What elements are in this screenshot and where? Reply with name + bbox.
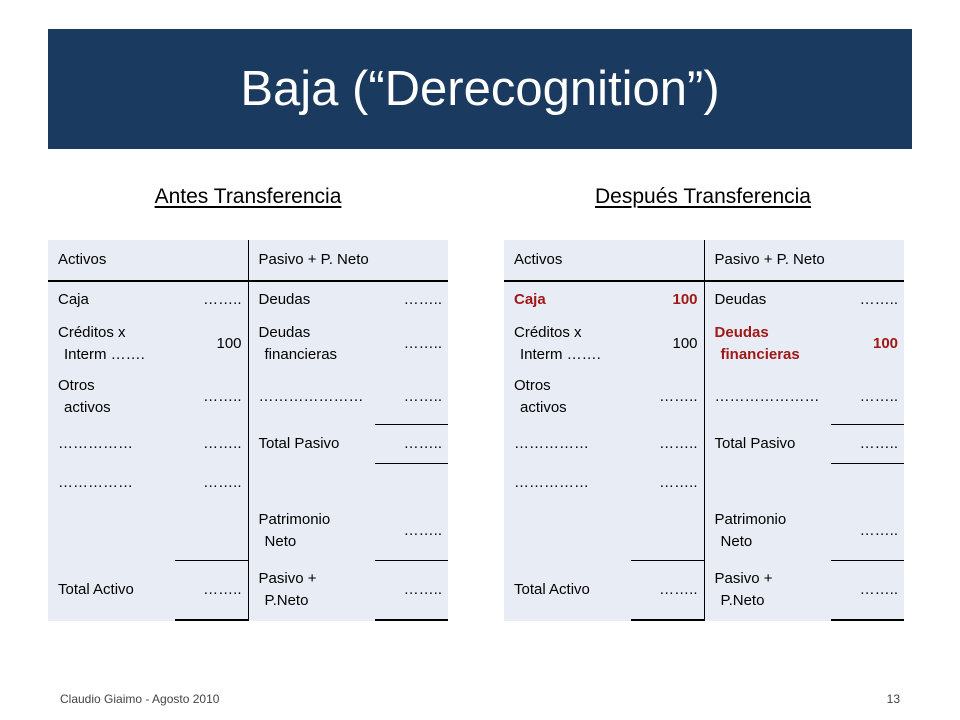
caja-label: Caja [48, 281, 175, 318]
table-row [504, 464, 904, 503]
deudas-value: …….. [375, 281, 448, 318]
before-heading: Antes Transferencia [154, 185, 342, 208]
otros-activos-label: Otros activos [48, 370, 175, 425]
placeholder-liab-value: …….. [831, 370, 904, 425]
col-assets-header: Activos [504, 240, 704, 281]
table-row [48, 425, 448, 464]
slide-number: 13 [886, 692, 900, 706]
otros-activos-label: Otros activos [504, 370, 631, 425]
title-banner [48, 29, 912, 149]
total-activo-value: …….. [175, 561, 248, 621]
caja-value: …….. [175, 281, 248, 318]
dots-asset-label: …………… [504, 425, 631, 464]
table-header-row [504, 240, 904, 281]
dots-asset-value: …….. [631, 425, 704, 464]
total-activo-label: Total Activo [504, 561, 631, 621]
creditos-label: Créditos x Interm ……. [48, 318, 175, 370]
patrimonio-value: …….. [831, 502, 904, 561]
patrimonio-label: Patrimonio Neto [704, 502, 831, 561]
total-pasivo-value: …….. [831, 425, 904, 464]
pasivo-pn-value: …….. [375, 561, 448, 621]
table-row [48, 281, 448, 318]
creditos-value: 100 [631, 318, 704, 370]
otros-activos-value: …….. [175, 370, 248, 425]
patrimonio-value: …….. [375, 502, 448, 561]
pasivo-pn-label: Pasivo + P.Neto [704, 561, 831, 621]
pasivo-pn-label: Pasivo + P.Neto [248, 561, 375, 621]
table-row [48, 502, 448, 561]
creditos-value: 100 [175, 318, 248, 370]
otros-activos-value: …….. [631, 370, 704, 425]
table-row [504, 425, 904, 464]
dots-asset-value: …….. [175, 464, 248, 503]
placeholder-liab-label: ………………… [248, 370, 375, 425]
footer-author: Claudio Giaimo - Agosto 2010 [60, 692, 220, 706]
caja-label: Caja [504, 281, 631, 318]
table-row [504, 370, 904, 425]
total-pasivo-value: …….. [375, 425, 448, 464]
deudas-label: Deudas [248, 281, 375, 318]
table-header-row [48, 240, 448, 281]
placeholder-liab-value: …….. [375, 370, 448, 425]
table-row [504, 561, 904, 621]
table-row [504, 281, 904, 318]
total-pasivo-label: Total Pasivo [704, 425, 831, 464]
after-heading: Después Transferencia [595, 185, 811, 208]
table-row [504, 318, 904, 370]
total-pasivo-label: Total Pasivo [248, 425, 375, 464]
slide-title: Baja (“Derecognition”) [240, 62, 720, 116]
total-activo-value: …….. [631, 561, 704, 621]
dots-asset-value: …….. [631, 464, 704, 503]
deudas-financieras-value: 100 [831, 318, 904, 370]
dots-asset-value: …….. [175, 425, 248, 464]
placeholder-liab-label: ………………… [704, 370, 831, 425]
table-row [48, 370, 448, 425]
dots-asset-label: …………… [504, 464, 631, 503]
deudas-label: Deudas [704, 281, 831, 318]
table-row [48, 318, 448, 370]
dots-asset-label: …………… [48, 464, 175, 503]
table-row [48, 561, 448, 621]
col-liabilities-header: Pasivo + P. Neto [248, 240, 448, 281]
deudas-value: …….. [831, 281, 904, 318]
deudas-financieras-label: Deudas financieras [248, 318, 375, 370]
col-liabilities-header: Pasivo + P. Neto [704, 240, 904, 281]
creditos-label: Créditos x Interm ……. [504, 318, 631, 370]
total-activo-label: Total Activo [48, 561, 175, 621]
before-balance-table [48, 240, 448, 621]
table-row [504, 502, 904, 561]
caja-value: 100 [631, 281, 704, 318]
table-row [48, 464, 448, 503]
pasivo-pn-value: …….. [831, 561, 904, 621]
patrimonio-label: Patrimonio Neto [248, 502, 375, 561]
dots-asset-label: …………… [48, 425, 175, 464]
deudas-financieras-value: …….. [375, 318, 448, 370]
after-balance-table [504, 240, 904, 621]
col-assets-header: Activos [48, 240, 248, 281]
deudas-financieras-label: Deudas financieras [704, 318, 831, 370]
